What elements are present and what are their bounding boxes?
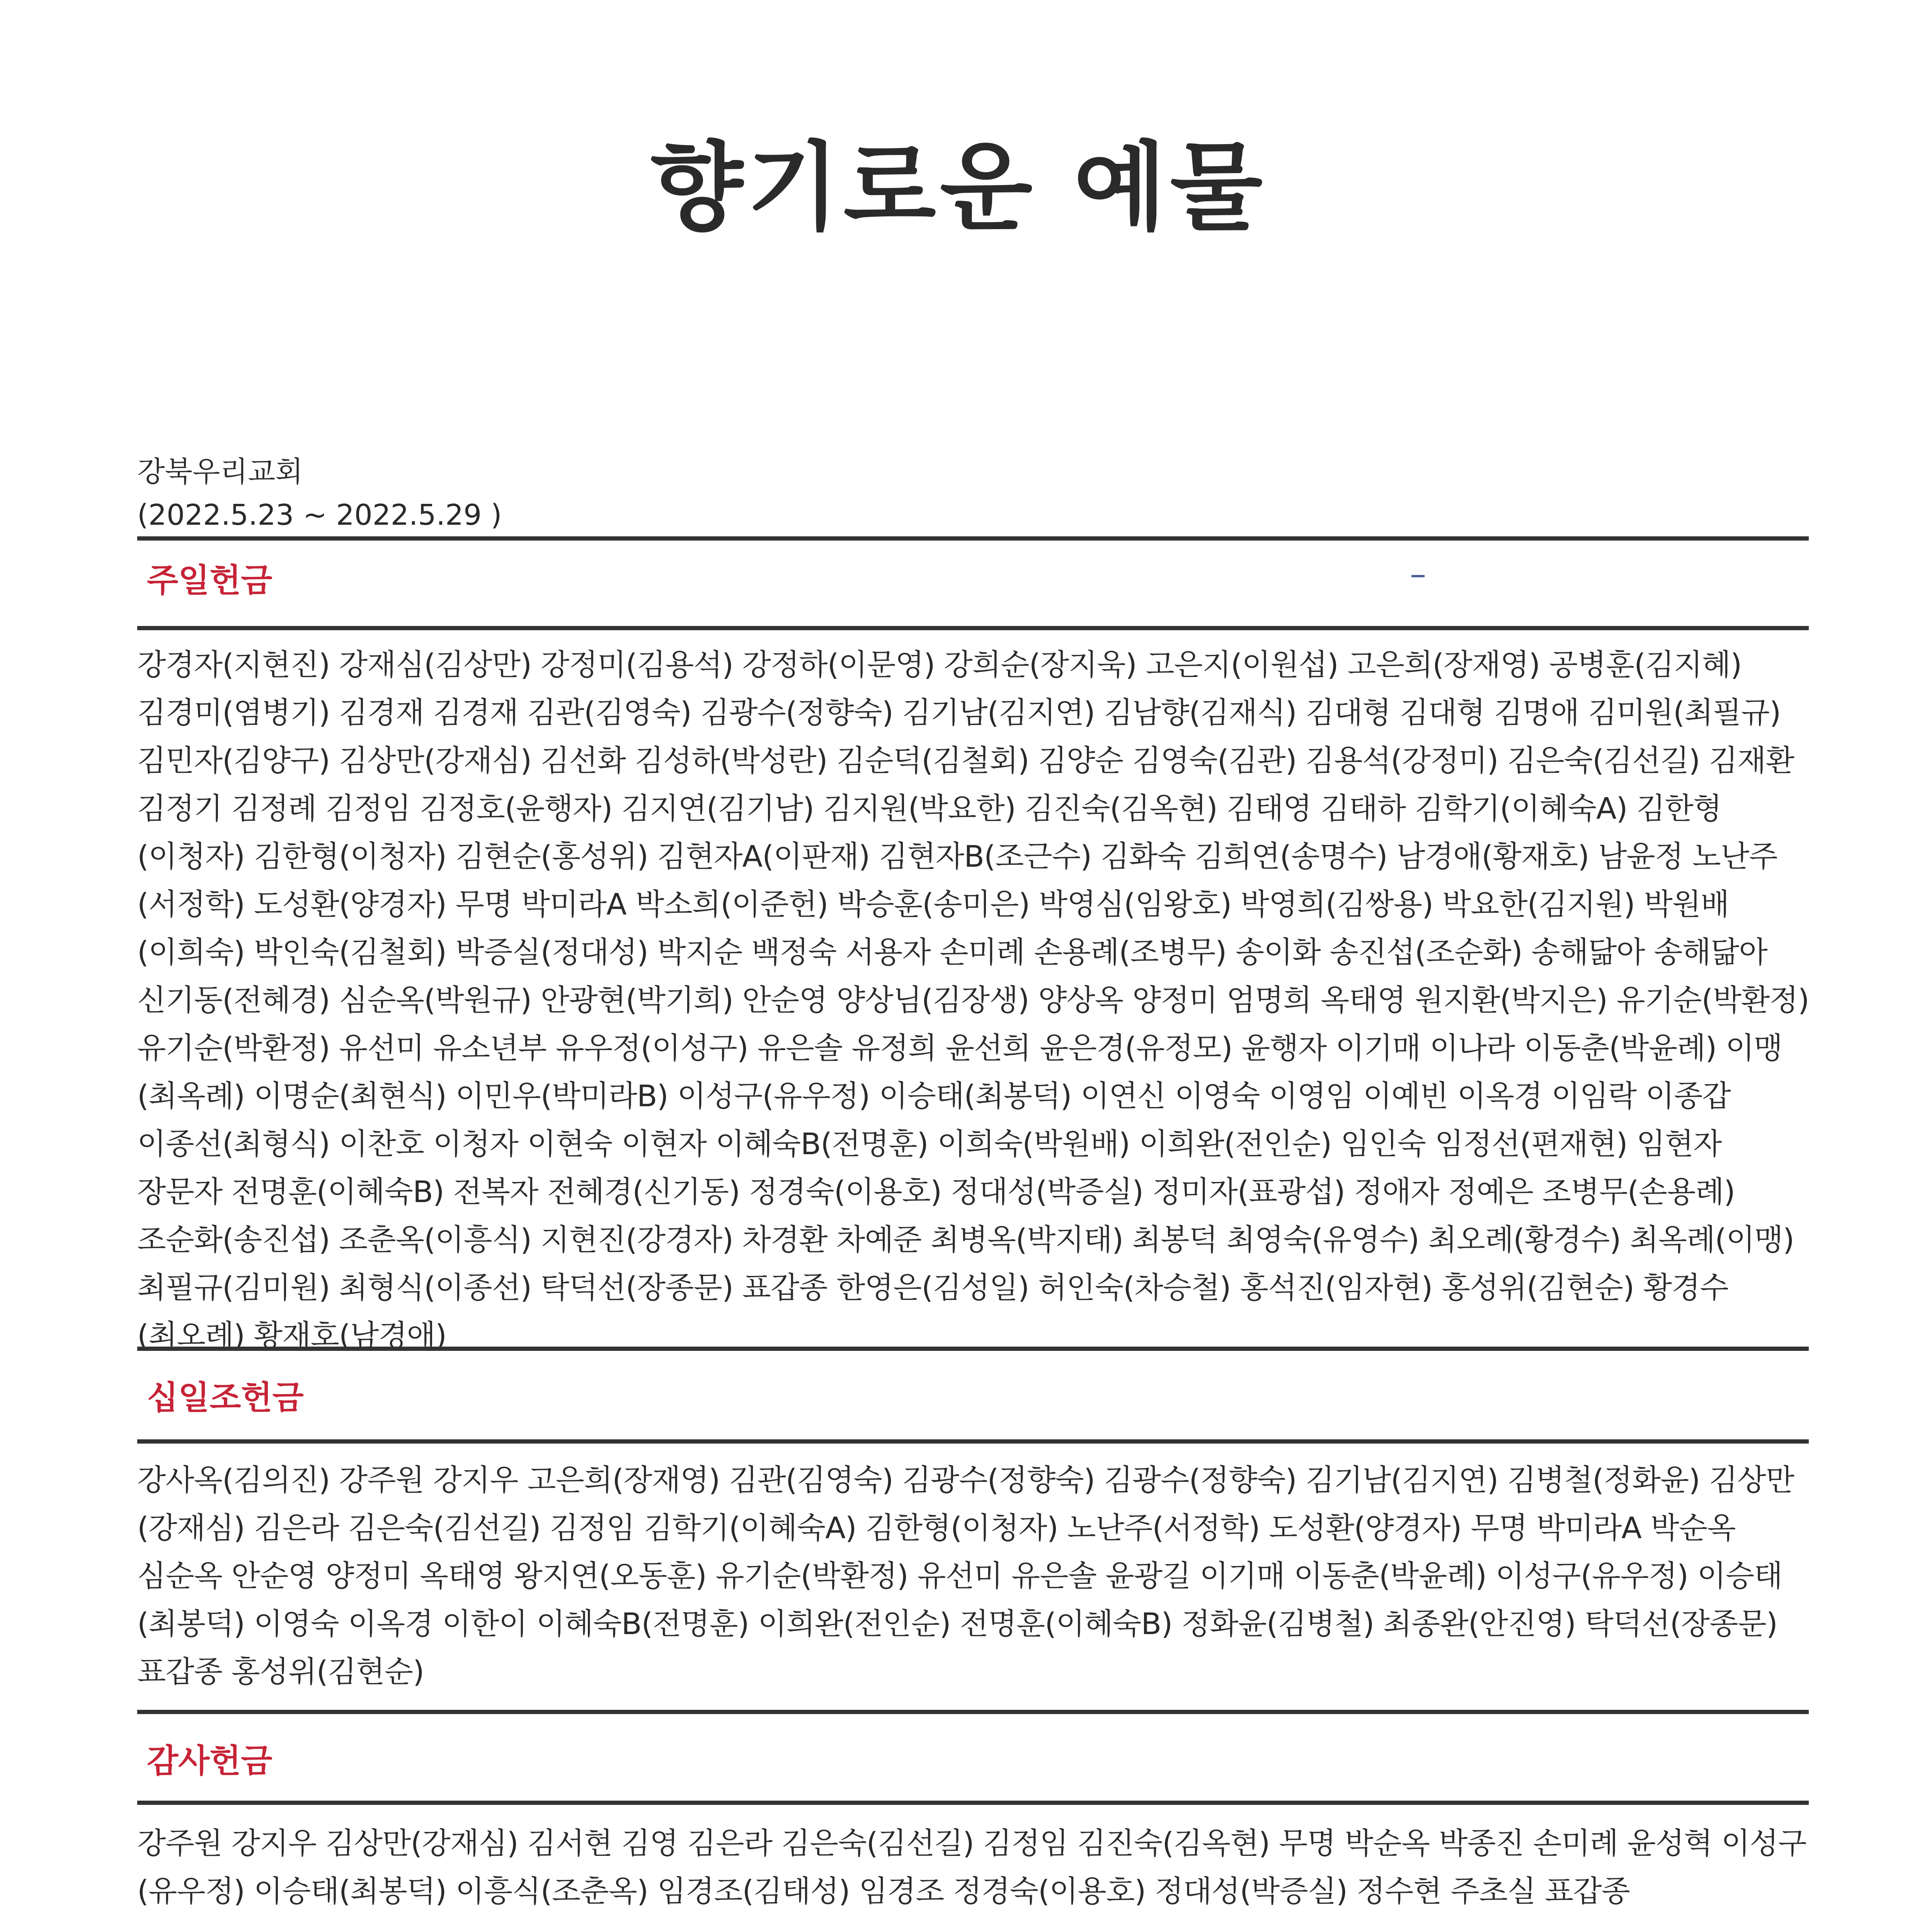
church-name: 강북우리교회 bbox=[137, 455, 303, 488]
section-heading-tithe: 십일조헌금 bbox=[147, 1379, 304, 1417]
section-divider bbox=[137, 1347, 1809, 1351]
document-header bbox=[137, 450, 502, 537]
donor-list-thanksgiving: 강주원 강지우 김상만(강재심) 김서현 김영 김은라 김은숙(김선길) 김정임 김진숙(김옥현) 무명 박순옥 박종진 손미례 윤성혁 이성구(유우정) 이승태(최봉덕) 이흥식(조춘옥) 임경조(김태성) 임경조 정경숙(이용호) 정대성(박증실) 정수현 주초실 표갑종 bbox=[137, 1827, 1806, 1909]
section-divider bbox=[137, 1439, 1809, 1444]
section-divider bbox=[137, 1801, 1809, 1805]
donor-list-tithe: 강사옥(김의진) 강주원 강지우 고은희(장재영) 김관(김영숙) 김광수(정향숙) 김광수(정향숙) 김기남(김지연) 김병철(정화윤) 김상만(강재심) 김은라 김은숙(김선길) 김정임 김학기(이혜숙A) 김한형(이청자) 노난주(서정학) 도성환(양경자) 무명 박미라A 박순옥 심순옥 안순영 양정미 옥태영 왕지연(오동훈) 유기순(박환정) 유선미 유은솔 윤광길 이기매 이동춘(박윤례) 이성구(유우정) 이승태(최봉덕) 이영숙 이옥경 이한이 이혜숙B(전명훈) 이희완(전인순) 전명훈(이혜숙B) 정화윤(김병철) 최종완(안진영) 탁덕선(장종문) 표갑종 홍성위(김현순) bbox=[137, 1463, 1794, 1689]
date-range: (2022.5.23 ~ 2022.5.29 ) bbox=[137, 498, 502, 532]
section-heading-sunday-offering: 주일헌금 bbox=[147, 561, 272, 599]
page-title: 향기로운 예물 bbox=[650, 132, 1267, 243]
stray-mark bbox=[1411, 575, 1425, 577]
section-heading-thanksgiving: 감사헌금 bbox=[147, 1742, 272, 1780]
header-divider bbox=[137, 536, 1809, 541]
section-divider bbox=[137, 1710, 1809, 1714]
donor-list-sunday-offering: 강경자(지현진) 강재심(김상만) 강정미(김용석) 강정하(이문영) 강희순(장지욱) 고은지(이원섭) 고은희(장재영) 공병훈(김지혜) 김경미(염병기) 김경재 김경재 김관(김영숙) 김광수(정향숙) 김기남(김지연) 김남향(김재식) 김대형 김대형 김명애 김미원(최필규) 김민자(김양구) 김상만(강재심) 김선화 김성하(박성란) 김순덕(김철회) 김양순 김영숙(김관) 김용석(강정미) 김은숙(김선길) 김재환 김정기 김정례 김정임 김정호(윤행자) 김지연(김기남) 김지원(박요한) 김진숙(김옥현) 김태영 김태하 김학기(이혜숙A) 김한형(이청자) 김한형(이청자) 김현순(홍성위) 김현자A(이판재) 김현자B(조근수) 김화숙 김희연(송명수) 남경애(황재호) 남윤정 노난주(서정학) 도성환(양경자) 무명 박미라A 박소희(이준헌) 박승훈(송미은) 박영심(임왕호) 박영희(김쌍용) 박요한(김지원) 박원배(이희숙) 박인숙(김철회) 박증실(정대성) 박지순 백정숙 서용자 손미례 손용례(조병무) 송이화 송진섭(조순화) 송해닮아 송해닮아 신기동(전혜경) 심순옥(박원규) 안광현(박기희) 안순영 양상님(김장생) 양상옥 양정미 엄명희 옥태영 원지환(박지은) 유기순(박환정) 유기순(박환정) 유선미 유소년부 유우정(이성구) 유은솔 유정희 윤선희 윤은경(유정모) 윤행자 이기매 이나라 이동춘(박윤례) 이맹(최옥례) 이명순(최현식) 이민우(박미라B) 이성구(유우정) 이승태(최봉덕) 이연신 이영숙 이영임 이예빈 이옥경 이임락 이종갑 이종선(최형식) 이찬호 이청자 이현숙 이현자 이혜숙B(전명훈) 이희숙(박원배) 이희완(전인순) 임인숙 임정선(편재현) 임현자 장문자 전명훈(이혜숙B) 전복자 전혜경(신기동) 정경숙(이용호) 정대성(박증실) 정미자(표광섭) 정애자 정예은 조병무(손용례) 조순화(송진섭) 조춘옥(이흥식) 지현진(강경자) 차경환 차예준 최병옥(박지태) 최봉덕 최영숙(유영수) 최오례(황경수) 최옥례(이맹) 최필규(김미원) 최형식(이종선) 탁덕선(장종문) 표갑종 한영은(김성일) 허인숙(차승철) 홍석진(임자현) 홍성위(김현순) 황경수(최오례) 황재호(남경애) bbox=[137, 648, 1809, 1353]
section-divider bbox=[137, 626, 1809, 630]
